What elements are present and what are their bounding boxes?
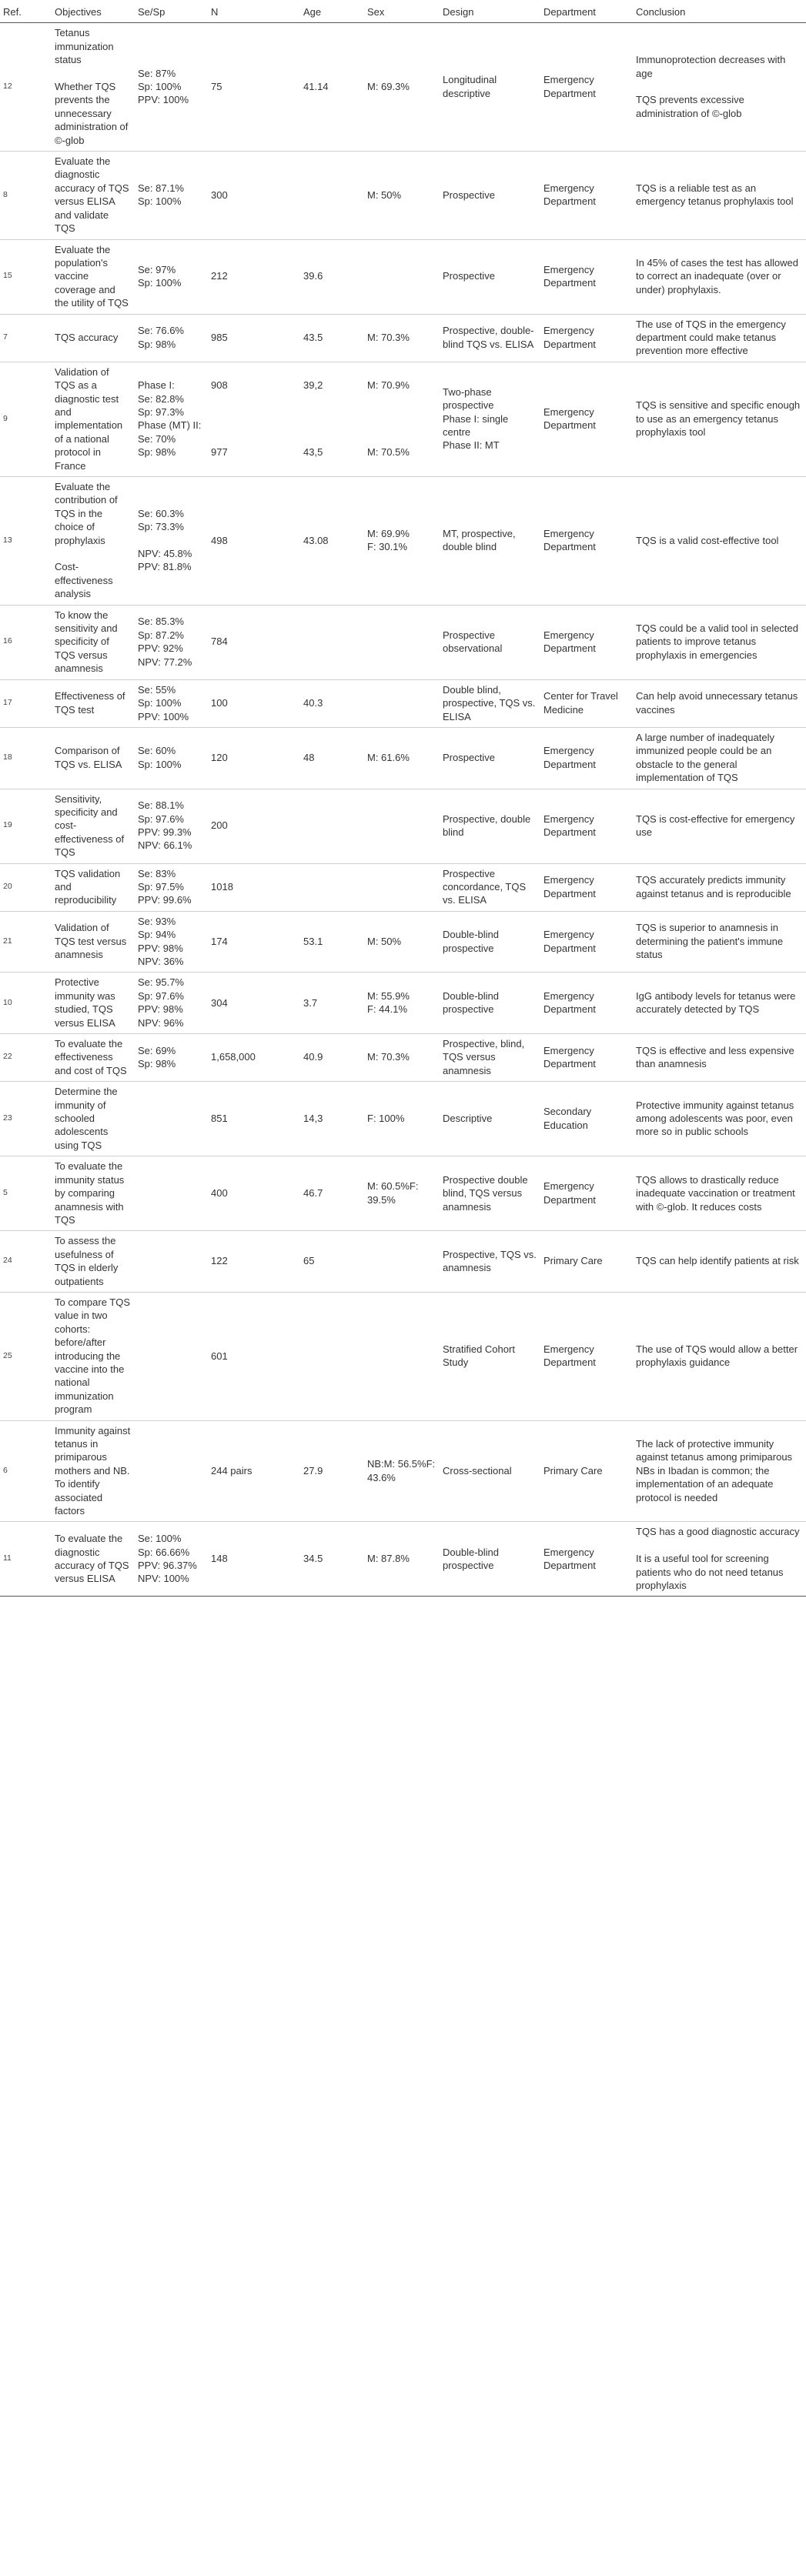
cell-se-sp: Se: 85.3% Sp: 87.2% PPV: 92% NPV: 77.2% <box>135 605 208 679</box>
cell-se-sp <box>135 1420 208 1522</box>
header-department: Department <box>540 0 633 23</box>
cell-design: Longitudinal descriptive <box>440 23 540 152</box>
cell-n: 100 <box>208 679 300 727</box>
cell-n: 75 <box>208 23 300 152</box>
cell-conclusion: IgG antibody levels for tetanus were accurately detected by TQS <box>633 973 806 1034</box>
table-row <box>0 679 806 727</box>
cell-n: 601 <box>208 1292 300 1420</box>
cell-department: Emergency Department <box>540 1156 633 1231</box>
header-sex: Sex <box>364 0 440 23</box>
cell-ref: 24 <box>0 1231 52 1293</box>
cell-ref: 25 <box>0 1292 52 1420</box>
table-row <box>0 1292 806 1420</box>
cell-conclusion: A large number of inadequately immunized people could be an obstacle to the general implementation of TQS <box>633 727 806 789</box>
table-row <box>0 863 806 911</box>
cell-conclusion: The use of TQS in the emergency department could make tetanus prevention more effective <box>633 314 806 362</box>
cell-se-sp <box>135 1082 208 1156</box>
cell-design: Descriptive <box>440 1082 540 1156</box>
cell-design: Double-blind prospective <box>440 911 540 973</box>
cell-design: Prospective, double-blind TQS vs. ELISA <box>440 314 540 362</box>
cell-sex: M: 50% <box>364 911 440 973</box>
cell-age: 39.6 <box>300 239 364 314</box>
cell-department: Primary Care <box>540 1231 633 1293</box>
cell-objectives: Determine the immunity of schooled adolescents using TQS <box>52 1082 135 1156</box>
cell-conclusion: TQS allows to drastically reduce inadequate vaccination or treatment with ©-glob. It reduces costs <box>633 1156 806 1231</box>
table-row <box>0 152 806 239</box>
cell-n: 120 <box>208 727 300 789</box>
cell-department: Emergency Department <box>540 789 633 863</box>
cell-se-sp: Se: 60.3% Sp: 73.3% NPV: 45.8% PPV: 81.8% <box>135 477 208 606</box>
cell-department: Emergency Department <box>540 863 633 911</box>
cell-conclusion: TQS is a valid cost-effective tool <box>633 477 806 606</box>
cell-n: 244 pairs <box>208 1420 300 1522</box>
cell-sex <box>364 1292 440 1420</box>
table-row <box>0 314 806 362</box>
cell-department: Emergency Department <box>540 1034 633 1082</box>
cell-department: Secondary Education <box>540 1082 633 1156</box>
table-row <box>0 362 806 476</box>
cell-sex: M: 87.8% <box>364 1522 440 1597</box>
cell-sex <box>364 239 440 314</box>
cell-age: 41.14 <box>300 23 364 152</box>
table-row <box>0 727 806 789</box>
cell-sex: M: 69.3% <box>364 23 440 152</box>
cell-sex: NB:M: 56.5%F: 43.6% <box>364 1420 440 1522</box>
cell-sex: M: 50% <box>364 152 440 239</box>
cell-ref: 11 <box>0 1522 52 1597</box>
header-row <box>0 0 806 23</box>
cell-n: 1,658,000 <box>208 1034 300 1082</box>
cell-ref: 6 <box>0 1420 52 1522</box>
table-row <box>0 1522 806 1597</box>
cell-age <box>300 789 364 863</box>
cell-age: 65 <box>300 1231 364 1293</box>
cell-se-sp: Se: 88.1% Sp: 97.6% PPV: 99.3% NPV: 66.1% <box>135 789 208 863</box>
cell-ref: 22 <box>0 1034 52 1082</box>
cell-objectives: To evaluate the diagnostic accuracy of TQS versus ELISA <box>52 1522 135 1597</box>
cell-se-sp: Se: 97% Sp: 100% <box>135 239 208 314</box>
cell-ref: 15 <box>0 239 52 314</box>
cell-age: 43.5 <box>300 314 364 362</box>
cell-se-sp: Se: 95.7% Sp: 97.6% PPV: 98% NPV: 96% <box>135 973 208 1034</box>
table-row <box>0 23 806 152</box>
cell-age: 14,3 <box>300 1082 364 1156</box>
cell-design: Double-blind prospective <box>440 1522 540 1597</box>
cell-department: Center for Travel Medicine <box>540 679 633 727</box>
cell-n: 200 <box>208 789 300 863</box>
cell-objectives: Evaluate the contribution of TQS in the choice of prophylaxis Cost-effectiveness analysis <box>52 477 135 606</box>
table-row <box>0 1420 806 1522</box>
cell-ref: 23 <box>0 1082 52 1156</box>
cell-conclusion: The use of TQS would allow a better prophylaxis guidance <box>633 1292 806 1420</box>
cell-age <box>300 863 364 911</box>
cell-se-sp: Se: 60% Sp: 100% <box>135 727 208 789</box>
cell-conclusion: TQS is a reliable test as an emergency tetanus prophylaxis tool <box>633 152 806 239</box>
cell-ref: 16 <box>0 605 52 679</box>
table-row <box>0 1082 806 1156</box>
cell-sex: M: 61.6% <box>364 727 440 789</box>
table-row <box>0 1156 806 1231</box>
table-row <box>0 605 806 679</box>
cell-sex <box>364 679 440 727</box>
cell-se-sp: Se: 83% Sp: 97.5% PPV: 99.6% <box>135 863 208 911</box>
cell-design: Prospective, TQS vs. anamnesis <box>440 1231 540 1293</box>
cell-objectives: To compare TQS value in two cohorts: before/after introducing the vaccine into the national immunization program <box>52 1292 135 1420</box>
cell-objectives: Comparison of TQS vs. ELISA <box>52 727 135 789</box>
cell-conclusion: TQS is sensitive and specific enough to use as an emergency tetanus prophylaxis tool <box>633 362 806 476</box>
cell-department: Emergency Department <box>540 973 633 1034</box>
cell-conclusion: TQS accurately predicts immunity against tetanus and is reproducible <box>633 863 806 911</box>
cell-department: Primary Care <box>540 1420 633 1522</box>
cell-ref: 9 <box>0 362 52 476</box>
cell-objectives: TQS accuracy <box>52 314 135 362</box>
cell-age: 27.9 <box>300 1420 364 1522</box>
cell-ref: 5 <box>0 1156 52 1231</box>
table-row <box>0 1034 806 1082</box>
cell-ref: 21 <box>0 911 52 973</box>
cell-conclusion: Protective immunity against tetanus among adolescents was poor, even more so in public schools <box>633 1082 806 1156</box>
cell-sex <box>364 605 440 679</box>
header-ref: Ref. <box>0 0 52 23</box>
cell-age: 39,2 43,5 <box>300 362 364 476</box>
cell-sex: M: 70.9% M: 70.5% <box>364 362 440 476</box>
cell-department: Emergency Department <box>540 1292 633 1420</box>
cell-age: 3.7 <box>300 973 364 1034</box>
cell-department: Emergency Department <box>540 23 633 152</box>
cell-conclusion: Immunoprotection decreases with age TQS prevents excessive administration of ©-glob <box>633 23 806 152</box>
cell-n: 498 <box>208 477 300 606</box>
cell-sex: M: 69.9% F: 30.1% <box>364 477 440 606</box>
cell-department: Emergency Department <box>540 1522 633 1597</box>
cell-n: 1018 <box>208 863 300 911</box>
cell-age <box>300 605 364 679</box>
cell-design: Prospective <box>440 152 540 239</box>
cell-ref: 17 <box>0 679 52 727</box>
table-row <box>0 911 806 973</box>
cell-design: Prospective observational <box>440 605 540 679</box>
cell-n: 304 <box>208 973 300 1034</box>
cell-ref: 12 <box>0 23 52 152</box>
cell-conclusion: In 45% of cases the test has allowed to correct an inadequate (over or under) prophylaxis. <box>633 239 806 314</box>
cell-objectives: To evaluate the immunity status by comparing anamnesis with TQS <box>52 1156 135 1231</box>
table-row <box>0 477 806 606</box>
cell-department: Emergency Department <box>540 362 633 476</box>
cell-sex <box>364 863 440 911</box>
cell-department: Emergency Department <box>540 477 633 606</box>
cell-sex: M: 55.9% F: 44.1% <box>364 973 440 1034</box>
cell-age: 40.3 <box>300 679 364 727</box>
cell-design: Prospective, double blind <box>440 789 540 863</box>
cell-objectives: Evaluate the diagnostic accuracy of TQS versus ELISA and validate TQS <box>52 152 135 239</box>
cell-design: Prospective, blind, TQS versus anamnesis <box>440 1034 540 1082</box>
cell-department: Emergency Department <box>540 605 633 679</box>
cell-se-sp: Phase I: Se: 82.8% Sp: 97.3% Phase (MT) II: Se: 70% Sp: 98% <box>135 362 208 476</box>
header-se-sp: Se/Sp <box>135 0 208 23</box>
cell-se-sp: Se: 87.1% Sp: 100% <box>135 152 208 239</box>
cell-design: Prospective <box>440 727 540 789</box>
header-design: Design <box>440 0 540 23</box>
cell-se-sp: Se: 55% Sp: 100% PPV: 100% <box>135 679 208 727</box>
cell-ref: 20 <box>0 863 52 911</box>
cell-n: 851 <box>208 1082 300 1156</box>
cell-design: Prospective double blind, TQS versus anamnesis <box>440 1156 540 1231</box>
cell-objectives: Effectiveness of TQS test <box>52 679 135 727</box>
cell-objectives: Validation of TQS test versus anamnesis <box>52 911 135 973</box>
cell-design: Cross-sectional <box>440 1420 540 1522</box>
cell-n: 985 <box>208 314 300 362</box>
cell-design: Stratified Cohort Study <box>440 1292 540 1420</box>
cell-ref: 7 <box>0 314 52 362</box>
cell-conclusion: TQS could be a valid tool in selected patients to improve tetanus prophylaxis in emergencies <box>633 605 806 679</box>
cell-sex: M: 60.5%F: 39.5% <box>364 1156 440 1231</box>
cell-sex <box>364 1231 440 1293</box>
cell-se-sp <box>135 1231 208 1293</box>
cell-department: Emergency Department <box>540 314 633 362</box>
table-row <box>0 239 806 314</box>
cell-department: Emergency Department <box>540 911 633 973</box>
cell-conclusion: TQS can help identify patients at risk <box>633 1231 806 1293</box>
cell-ref: 19 <box>0 789 52 863</box>
cell-se-sp: Se: 76.6% Sp: 98% <box>135 314 208 362</box>
cell-sex: M: 70.3% <box>364 1034 440 1082</box>
cell-age: 40.9 <box>300 1034 364 1082</box>
cell-age: 53.1 <box>300 911 364 973</box>
cell-age: 34.5 <box>300 1522 364 1597</box>
cell-design: MT, prospective, double blind <box>440 477 540 606</box>
cell-age: 43.08 <box>300 477 364 606</box>
cell-se-sp <box>135 1292 208 1420</box>
cell-n: 212 <box>208 239 300 314</box>
cell-sex: F: 100% <box>364 1082 440 1156</box>
cell-objectives: To know the sensitivity and specificity of TQS versus anamnesis <box>52 605 135 679</box>
cell-objectives: Immunity against tetanus in primiparous mothers and NB. To identify associated factors <box>52 1420 135 1522</box>
cell-ref: 10 <box>0 973 52 1034</box>
header-conclusion: Conclusion <box>633 0 806 23</box>
cell-objectives: To evaluate the effectiveness and cost of TQS <box>52 1034 135 1082</box>
cell-conclusion: TQS is cost-effective for emergency use <box>633 789 806 863</box>
cell-design: Double blind, prospective, TQS vs. ELISA <box>440 679 540 727</box>
cell-design: Two-phase prospective Phase I: single centre Phase II: MT <box>440 362 540 476</box>
cell-ref: 13 <box>0 477 52 606</box>
cell-ref: 18 <box>0 727 52 789</box>
table-row <box>0 1231 806 1293</box>
cell-age: 46.7 <box>300 1156 364 1231</box>
cell-design: Prospective <box>440 239 540 314</box>
cell-conclusion: Can help avoid unnecessary tetanus vaccines <box>633 679 806 727</box>
cell-age: 48 <box>300 727 364 789</box>
cell-age <box>300 1292 364 1420</box>
cell-n: 400 <box>208 1156 300 1231</box>
cell-objectives: To assess the usefulness of TQS in elderly outpatients <box>52 1231 135 1293</box>
cell-n: 784 <box>208 605 300 679</box>
cell-conclusion: TQS has a good diagnostic accuracy It is a useful tool for screening patients who do not need tetanus prophylaxis <box>633 1522 806 1597</box>
cell-age <box>300 152 364 239</box>
table-row <box>0 789 806 863</box>
cell-department: Emergency Department <box>540 152 633 239</box>
cell-objectives: Evaluate the population's vaccine coverage and the utility of TQS <box>52 239 135 314</box>
cell-n: 148 <box>208 1522 300 1597</box>
cell-se-sp <box>135 1156 208 1231</box>
cell-se-sp: Se: 87% Sp: 100% PPV: 100% <box>135 23 208 152</box>
cell-design: Prospective concordance, TQS vs. ELISA <box>440 863 540 911</box>
cell-department: Emergency Department <box>540 239 633 314</box>
cell-n: 908 977 <box>208 362 300 476</box>
header-age: Age <box>300 0 364 23</box>
cell-conclusion: The lack of protective immunity against tetanus among primiparous NBs in Ibadan is common; the implementation of an adequate protocol is needed <box>633 1420 806 1522</box>
cell-objectives: Validation of TQS as a diagnostic test and implementation of a national protocol in France <box>52 362 135 476</box>
table-row <box>0 973 806 1034</box>
cell-se-sp: Se: 93% Sp: 94% PPV: 98% NPV: 36% <box>135 911 208 973</box>
cell-n: 174 <box>208 911 300 973</box>
cell-n: 300 <box>208 152 300 239</box>
cell-conclusion: TQS is effective and less expensive than anamnesis <box>633 1034 806 1082</box>
cell-se-sp: Se: 100% Sp: 66.66% PPV: 96.37% NPV: 100% <box>135 1522 208 1597</box>
cell-se-sp: Se: 69% Sp: 98% <box>135 1034 208 1082</box>
cell-objectives: Tetanus immunization status Whether TQS prevents the unnecessary administration of ©-glob <box>52 23 135 152</box>
cell-n: 122 <box>208 1231 300 1293</box>
cell-objectives: Protective immunity was studied, TQS versus ELISA <box>52 973 135 1034</box>
cell-sex <box>364 789 440 863</box>
cell-objectives: Sensitivity, specificity and cost-effectiveness of TQS <box>52 789 135 863</box>
cell-objectives: TQS validation and reproducibility <box>52 863 135 911</box>
cell-conclusion: TQS is superior to anamnesis in determining the patient's immune status <box>633 911 806 973</box>
cell-sex: M: 70.3% <box>364 314 440 362</box>
cell-department: Emergency Department <box>540 727 633 789</box>
cell-ref: 8 <box>0 152 52 239</box>
cell-design: Double-blind prospective <box>440 973 540 1034</box>
header-objectives: Objectives <box>52 0 135 23</box>
header-n: N <box>208 0 300 23</box>
